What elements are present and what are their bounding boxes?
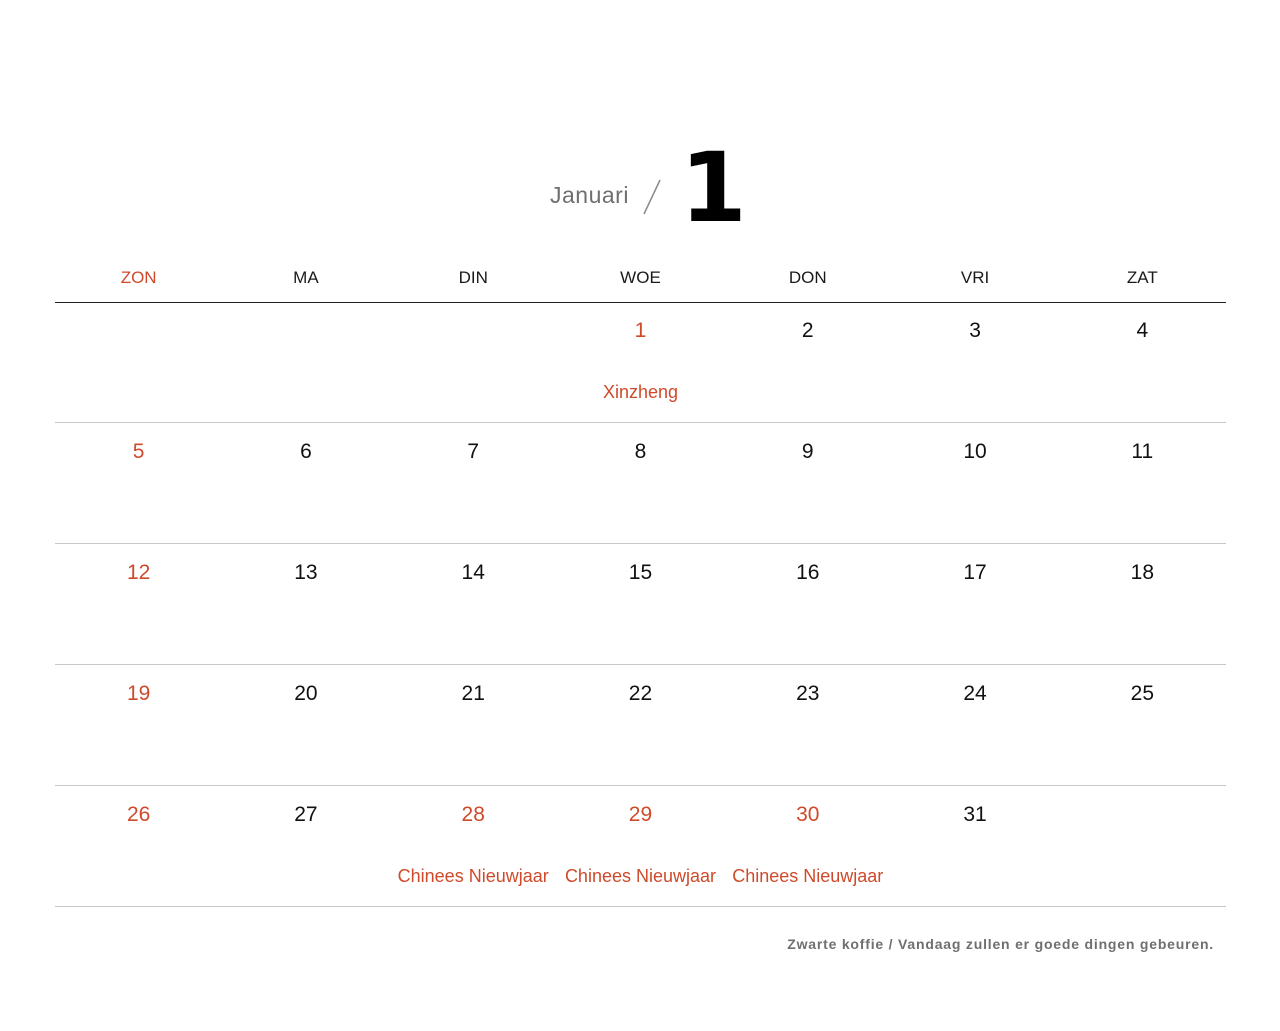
- week-row: [55, 423, 1226, 544]
- calendar-grid: [55, 302, 1226, 907]
- day-number: 10: [963, 440, 987, 463]
- day-cell: [1059, 786, 1226, 906]
- month-name: Januari: [550, 182, 629, 208]
- day-number: 6: [300, 440, 312, 463]
- day-cell: [390, 665, 557, 785]
- day-cell: [390, 544, 557, 664]
- month-number: 1: [680, 132, 747, 244]
- holiday-note: Chinees Nieuwjaar: [397, 866, 549, 886]
- slash-divider-icon: [640, 178, 664, 216]
- holiday-note: Chinees Nieuwjaar: [732, 866, 884, 886]
- day-number: 4: [1136, 319, 1149, 342]
- weekday-header-row: [55, 264, 1226, 303]
- day-number: 31: [963, 803, 987, 826]
- day-cell: [891, 302, 1058, 422]
- day-number: 15: [628, 561, 653, 584]
- day-cell: [557, 665, 724, 785]
- day-number: 30: [796, 803, 820, 826]
- week-row: [55, 302, 1226, 423]
- day-number: 24: [963, 682, 987, 705]
- day-cell: [891, 423, 1058, 543]
- day-number: 13: [294, 561, 318, 584]
- day-number: 16: [796, 561, 820, 584]
- day-cell: [222, 423, 389, 543]
- day-number: 5: [132, 440, 145, 463]
- day-cell: [891, 544, 1058, 664]
- day-cell: [724, 423, 891, 543]
- day-number: 19: [126, 682, 151, 705]
- day-cell: [1059, 302, 1226, 422]
- day-number: 28: [461, 803, 485, 826]
- day-cell: [557, 544, 724, 664]
- day-number: 12: [126, 561, 151, 584]
- day-number: 7: [467, 440, 480, 463]
- day-number: 11: [1131, 440, 1154, 463]
- day-number: 14: [461, 561, 485, 584]
- week-row: [55, 544, 1226, 665]
- day-cell: [557, 786, 724, 906]
- day-cell: [55, 302, 222, 422]
- day-cell: [222, 786, 389, 906]
- weekday-label: DIN: [458, 268, 488, 287]
- day-cell: [724, 786, 891, 906]
- day-cell: [1059, 423, 1226, 543]
- day-cell: [724, 665, 891, 785]
- day-cell: [222, 302, 389, 422]
- week-row: [55, 786, 1226, 907]
- day-number: 27: [294, 803, 318, 826]
- weekday-label: VRI: [960, 268, 990, 287]
- weekday-label: MA: [293, 268, 319, 287]
- day-cell: [557, 423, 724, 543]
- day-cell: [390, 423, 557, 543]
- day-cell: [891, 786, 1058, 906]
- holiday-note: Xinzheng: [602, 382, 679, 402]
- weekday-label: ZAT: [1126, 268, 1158, 287]
- day-number: 18: [1130, 561, 1154, 584]
- day-cell: [1059, 665, 1226, 785]
- day-cell: [724, 544, 891, 664]
- day-number: 26: [126, 803, 151, 826]
- day-number: 17: [963, 561, 987, 584]
- day-cell: [724, 302, 891, 422]
- day-number: 1: [634, 319, 647, 342]
- day-number: 20: [294, 682, 318, 705]
- day-number: 25: [1130, 682, 1154, 705]
- weekday-label: DON: [788, 268, 827, 287]
- day-cell: [55, 544, 222, 664]
- weekday-label: WOE: [620, 268, 661, 287]
- day-number: 9: [801, 440, 814, 463]
- day-cell: [222, 544, 389, 664]
- day-cell: [222, 665, 389, 785]
- day-number: 21: [461, 682, 485, 705]
- weekday-label: ZON: [120, 268, 157, 287]
- day-cell: [390, 786, 557, 906]
- day-cell: [55, 786, 222, 906]
- day-number: 23: [796, 682, 820, 705]
- day-number: 8: [634, 440, 647, 463]
- day-cell: [1059, 544, 1226, 664]
- day-number: 2: [801, 319, 814, 342]
- calendar-header: [0, 132, 1280, 244]
- day-number: 22: [628, 682, 653, 705]
- day-cell: [390, 302, 557, 422]
- holiday-note: Chinees Nieuwjaar: [564, 866, 717, 886]
- day-cell: [55, 665, 222, 785]
- week-row: [55, 665, 1226, 786]
- day-number: 29: [628, 803, 653, 826]
- day-number: 3: [969, 319, 981, 342]
- day-cell: [891, 665, 1058, 785]
- day-cell: [55, 423, 222, 543]
- day-cell: [557, 302, 724, 422]
- footer-tagline: Zwarte koffie / Vandaag zullen er goede dingen gebeuren.: [787, 936, 1214, 952]
